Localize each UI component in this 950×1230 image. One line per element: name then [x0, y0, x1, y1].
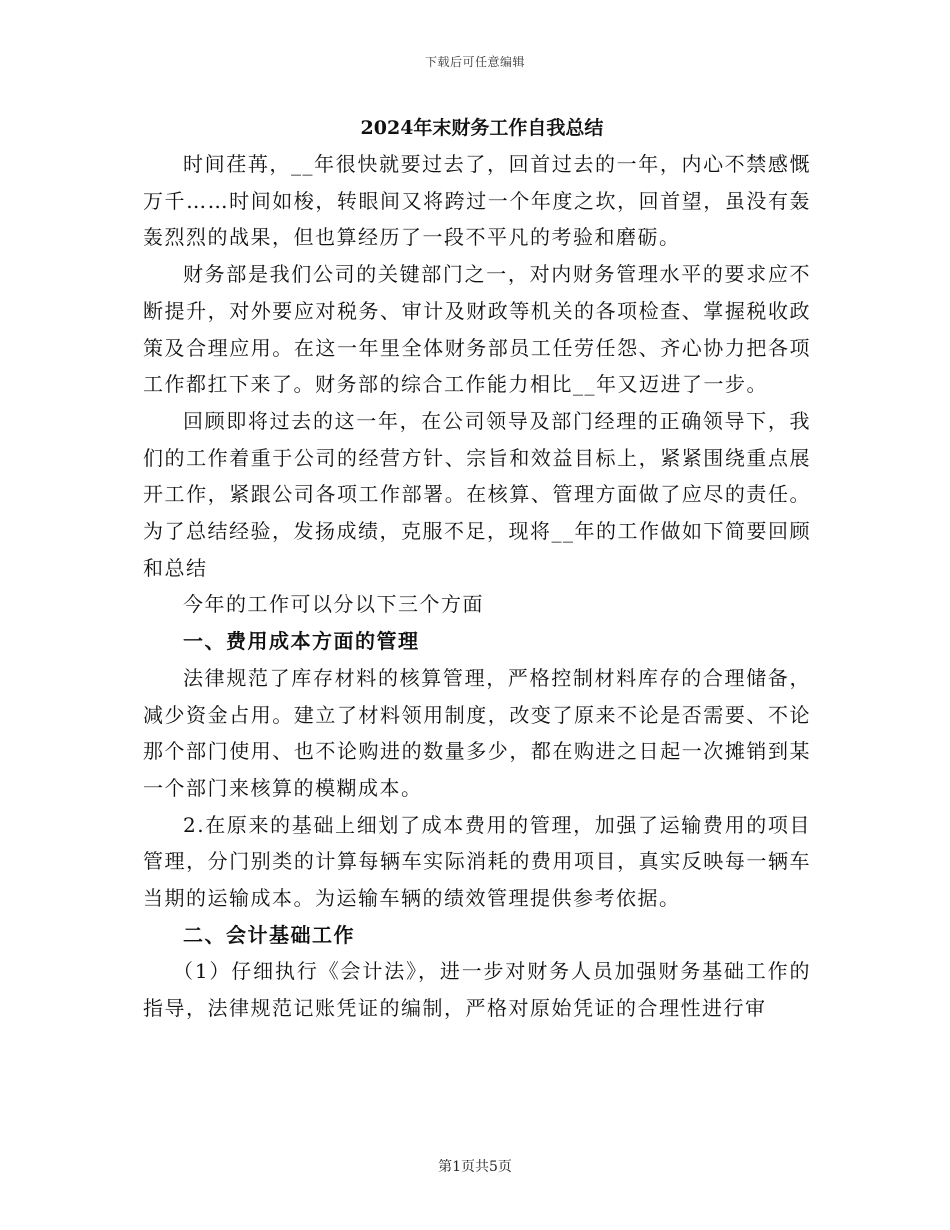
document-body: [143, 110, 811, 1027]
document-title: 2024年末财务工作自我总结: [360, 117, 604, 139]
page-header-note: 下载后可任意编辑: [424, 55, 525, 69]
paragraph-review: 回顾即将过去的这一年，在公司领导及部门经理的正确领导下，我们的工作着重于公司的经营方针、宗旨和效益目标上，紧紧围绕重点展开工作，紧跟公司各项工作部署。在核算、管理方面做了应尽的责任。为了总结经验，发扬成绩，克服不足，现将__年的工作做如下简要回顾和总结: [143, 408, 811, 580]
paragraph-inventory: 法律规范了库存材料的核算管理，严格控制材料库存的合理储备，减少资金占用。建立了材料领用制度，改变了原来不论是否需要、不论那个部门使用、也不论购进的数量多少，都在购进之日起一次摊销到某一个部门来核算的模糊成本。: [143, 665, 811, 800]
section-heading-accounting-basics: 二、会计基础工作: [183, 922, 355, 947]
paragraph-accounting-law: （1）仔细执行《会计法》，进一步对财务人员加强财务基础工作的指导，法律规范记账凭证的编制，严格对原始凭证的合理性进行审: [143, 959, 811, 1021]
section-heading-cost-management: 一、费用成本方面的管理: [183, 629, 420, 654]
paragraph-intro: 时间荏苒，__年很快就要过去了，回首过去的一年，内心不禁感慨万千……时间如梭，转眼间又将跨过一个年度之坎，回首望，虽没有轰轰烈烈的战果，但也算经历了一段不平凡的考验和磨砺。: [143, 152, 811, 250]
page-number: 第1页共5页: [438, 1159, 512, 1175]
paragraph-department: 财务部是我们公司的关键部门之一，对内财务管理水平的要求应不断提升，对外要应对税务、审计及财政等机关的各项检查、掌握税收政策及合理应用。在这一年里全体财务部员工任劳任怨、齐心协力把各项工作都扛下来了。财务部的综合工作能力相比__年又迈进了一步。: [143, 262, 811, 397]
paragraph-transport-cost: 2.在原来的基础上细划了成本费用的管理，加强了运输费用的项目管理，分门别类的计算每辆车实际消耗的费用项目，真实反映每一辆车当期的运输成本。为运输车辆的绩效管理提供参考依据。: [143, 812, 811, 911]
paragraph-aspects: 今年的工作可以分以下三个方面: [183, 592, 484, 617]
